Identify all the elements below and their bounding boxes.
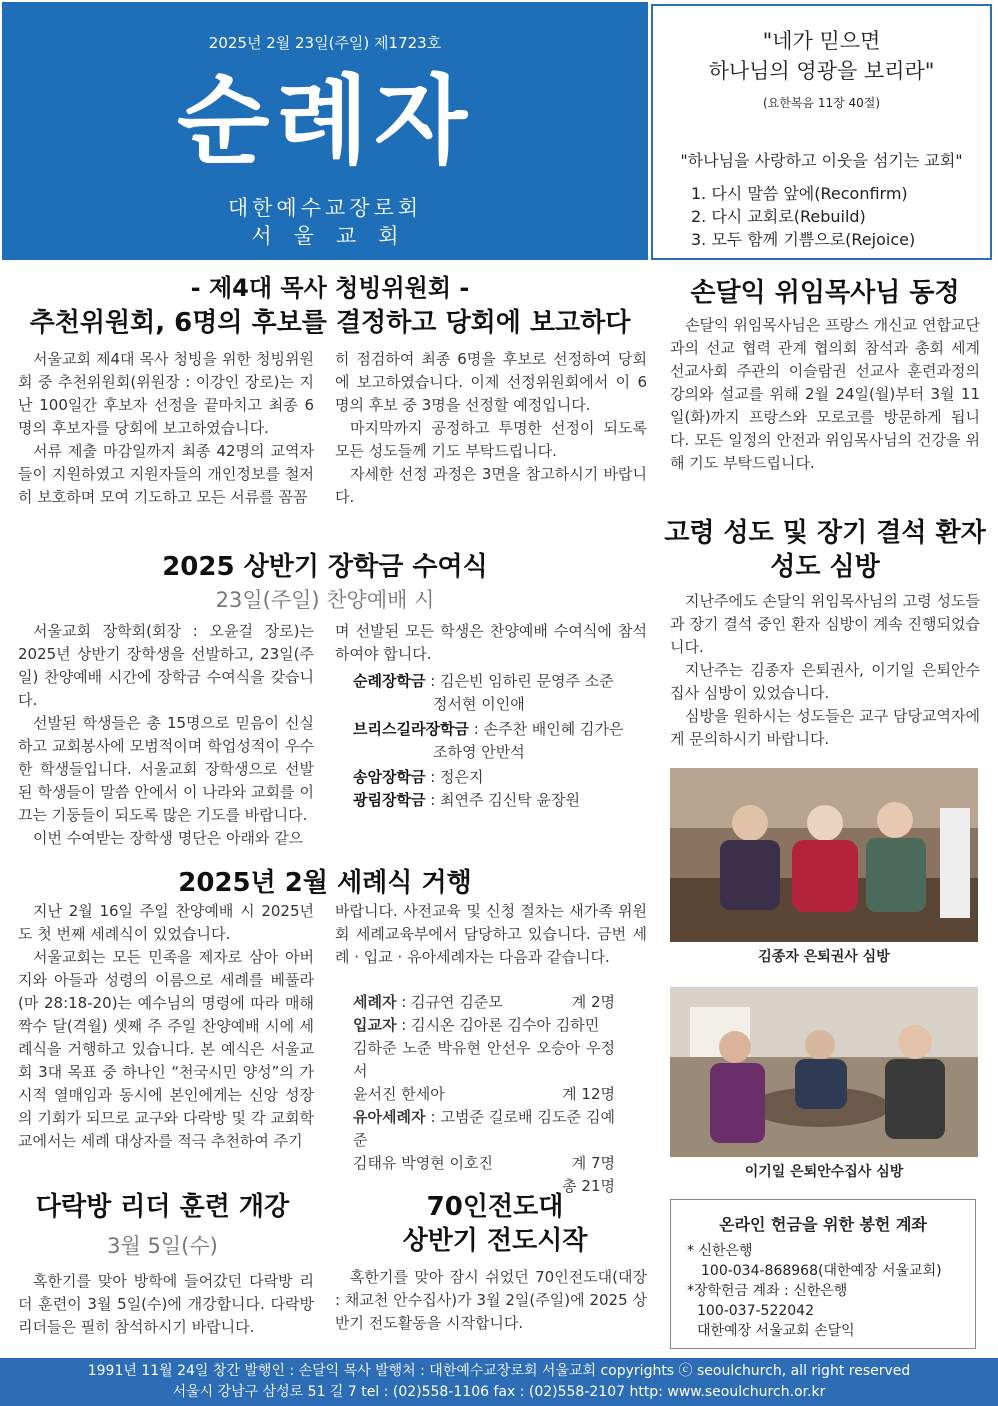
award-name: 광림장학금 xyxy=(353,791,426,809)
group-names: : 고범준 길로배 김도준 김예준 xyxy=(353,1108,615,1149)
issue-line: 2025년 2월 23일(주일) 제1723호 xyxy=(208,34,442,52)
award-item xyxy=(353,670,647,693)
group-count: 계 12명 xyxy=(562,1085,615,1103)
photo-1-caption: 김종자 은퇴권사 심방 xyxy=(758,949,890,965)
award-recipients: : 정은지 xyxy=(425,768,484,786)
group-label: 입교자 xyxy=(353,1016,397,1034)
baptism-group xyxy=(353,1014,615,1106)
paragraph: 이번 수여받는 장학생 명단은 아래와 같으 xyxy=(33,829,304,847)
footer-line: 1991년 11월 24일 창간 발행인 : 손달익 목사 발행처 : 대한예수교장로회 서울교회 copyrights ⓒ seoulchurch, all right reserved xyxy=(87,1363,911,1379)
group-names-cont: 김태유 박영현 이호진 xyxy=(353,1154,493,1172)
award-recipients-cont: 조하영 안반석 xyxy=(433,743,525,761)
paragraph: 서울교회 제4대 목사 청빙을 위한 청빙위원회 중 추천위원회(위원장 : 이강인 장로)는 지난 100일간 후보자 선정을 끝마치고 최종 6명의 후보자를 당회에 보고하였습니다. xyxy=(18,350,314,437)
photo-illustration xyxy=(670,768,978,942)
paragraph: 서울교회 장학회(회장 : 오윤걸 장로)는 2025년 상반기 장학생을 선발하고, 23일(주일) 찬양예배 시간에 장학금 수여식을 갖습니다. xyxy=(18,622,314,709)
visitation-headline-1: 고령 성도 및 장기 결석 환자 xyxy=(664,518,986,548)
baptism-group xyxy=(353,1106,615,1175)
group-count: 계 2명 xyxy=(571,993,615,1011)
article1-headline: 추천위원회, 6명의 후보를 결정하고 당회에 보고하다 xyxy=(29,308,631,338)
offering-title: 온라인 헌금을 위한 봉헌 계좌 xyxy=(719,1215,927,1234)
scholarship-column-2 xyxy=(335,620,647,812)
paragraph: 혹한기를 맞아 방학에 들어갔던 다락방 리더 훈련이 3월 5일(수)에 개강합니다. 다락방 리더들은 필히 참석하시기 바랍니다. xyxy=(18,1272,314,1336)
paragraph: 바랍니다. 사전교육 및 신청 절차는 새가족 위원회 세례교육부에서 담당하고 있습니다. 금번 세례 · 입교 · 유아세례자는 다음과 같습니다. xyxy=(335,902,647,966)
goal-item: 2. 다시 교회로(Rebuild) xyxy=(691,207,866,226)
leader-headline: 다락방 리더 훈련 개강 xyxy=(35,1192,290,1222)
award-name: 순례장학금 xyxy=(353,672,426,690)
offering-line: 100-037-522042 xyxy=(697,1303,814,1319)
evangelism-headline-1: 70인전도대 xyxy=(426,1192,564,1222)
leader-subtitle: 3월 5일(수) xyxy=(107,1234,218,1258)
scholarship-headline: 2025 상반기 장학금 수여식 xyxy=(162,552,488,582)
visitation-headline-2: 성도 심방 xyxy=(770,552,880,582)
visitation-photo-1 xyxy=(670,768,978,942)
paragraph: 서류 제출 마감일까지 최종 42명의 교역자들이 지원하였고 지원자들의 개인정보를 철저히 보호하며 모여 기도하고 모든 서류를 꼼꼼 xyxy=(18,442,314,506)
visitation-body xyxy=(670,590,980,751)
church-denomination: 대한예수교장로회 xyxy=(227,196,423,220)
baptism-headline: 2025년 2월 세례식 거행 xyxy=(178,868,472,898)
baptism-total: 총 21명 xyxy=(562,1177,615,1195)
baptism-column-2 xyxy=(335,900,647,1198)
group-names-cont: 윤서진 한세아 xyxy=(353,1085,445,1103)
article1-column-1 xyxy=(18,348,314,509)
masthead xyxy=(2,2,648,260)
paragraph: 마지막까지 공정하고 투명한 선정이 되도록 모든 성도들께 기도 부탁드립니다. xyxy=(335,419,647,460)
award-item xyxy=(353,766,647,789)
verse-reference: (요한복음 11장 40절) xyxy=(762,96,881,110)
church-name: 서울교회 xyxy=(251,224,421,248)
article1-kicker: - 제4대 목사 청빙위원회 - xyxy=(190,274,470,302)
offering-box xyxy=(670,1199,976,1349)
photo-illustration xyxy=(670,987,978,1157)
offering-line: * 신한은행 xyxy=(687,1243,753,1259)
award-list xyxy=(335,670,647,812)
offering-line: 대한예장 서울교회 손달익 xyxy=(697,1323,855,1339)
photo-2-caption: 이기일 은퇴안수집사 심방 xyxy=(744,1164,904,1180)
award-recipients: : 최연주 김신탁 윤장원 xyxy=(425,791,580,809)
group-label: 세례자 xyxy=(353,993,397,1011)
footer-line: 서울시 강남구 삼성로 51 길 7 tel : (02)558-1106 fax : (02)558-2107 http: www.seoulchurch.or.kr xyxy=(172,1384,826,1400)
group-count: 계 7명 xyxy=(571,1154,615,1172)
paragraph: 며 선발된 모든 학생은 찬양예배 수여식에 참석하여야 합니다. xyxy=(335,622,647,663)
footer xyxy=(0,1358,998,1406)
baptism-column-1 xyxy=(18,900,314,1153)
goals-list xyxy=(691,182,915,251)
paragraph: 혹한기를 맞아 잠시 쉬었던 70인전도대(대장 : 채교천 안수집사)가 3월 2일(주일)에 2025 상반기 전도활동을 시작합니다. xyxy=(335,1268,647,1332)
offering-accounts xyxy=(671,1241,975,1341)
theme-verse: "네가 믿으면 하나님의 영광을 보리라" xyxy=(708,29,935,83)
group-names-cont: 김하준 노준 박유현 안선우 오승아 우정서 xyxy=(353,1039,615,1080)
pastor-news-headline: 손달익 위임목사님 동정 xyxy=(690,278,960,308)
paragraph: 심방을 원하시는 성도들은 교구 담당교역자에게 문의하시기 바랍니다. xyxy=(670,707,980,748)
paragraph: 지난주는 김종자 은퇴권사, 이기일 은퇴안수집사 심방이 있었습니다. xyxy=(670,661,980,702)
paragraph: 선발된 학생들은 총 15명으로 믿음이 신실하고 교회봉사에 모범적이며 학업성적이 우수한 학생들입니다. 서울교회 장학생으로 선발된 학생들이 말씀 안에서 이 나라와 교회를 이끄는 기둥들이 되도록 많은 기도를 바랍니다. xyxy=(18,714,314,824)
award-name: 송암장학금 xyxy=(353,768,426,786)
offering-line: *장학헌금 계좌 : 신한은행 xyxy=(687,1283,848,1299)
paper-title: 순례자 xyxy=(176,65,474,177)
award-item xyxy=(353,718,647,741)
scholarship-subtitle: 23일(주일) 찬양예배 시 xyxy=(215,588,435,612)
goal-item: 1. 다시 말씀 앞에(Reconfirm) xyxy=(691,184,908,203)
paragraph: 히 점검하여 최종 6명을 후보로 선정하여 당회에 보고하였습니다. 이제 선정위원회에서 이 6명의 후보 중 3명을 선정할 예정입니다. xyxy=(335,350,647,414)
visitation-photo-2 xyxy=(670,987,978,1157)
evangelism-headline-2: 상반기 전도시작 xyxy=(402,1226,588,1256)
paragraph: 지난주에도 손달익 위임목사님의 고령 성도들과 장기 결석 중인 환자 심방이 계속 진행되었습니다. xyxy=(670,592,980,656)
evangelism-body xyxy=(335,1266,647,1335)
paragraph: 지난 2월 16일 주일 찬양예배 시 2025년도 첫 번째 세례식이 있었습니다. xyxy=(18,902,314,943)
award-recipients: : 김은빈 임하린 문영주 소준 xyxy=(425,672,614,690)
award-name: 브리스길라장학금 xyxy=(353,720,469,738)
group-label: 유아세례자 xyxy=(353,1108,426,1126)
pastor-news-body xyxy=(670,314,980,475)
award-recipients: : 손주찬 배인혜 김가은 xyxy=(468,720,624,738)
offering-line: 100-034-868968(대한예장 서울교회) xyxy=(701,1263,942,1279)
paragraph: 손달익 위임목사님은 프랑스 개신교 연합교단과의 선교 협력 관계 협의회 참석과 총회 세계 선교사회 주관의 이슬람권 선교사 훈련과정의 강의와 설교를 위해 2월 24일(월)부터 3월 11일(화)까지 프랑스와 모로코를 방문하게 됩니다. 모든 일정의 안전과 위임목사님의 건강을 위해 기도 부탁드립니다. xyxy=(670,316,980,472)
award-recipients-cont: 정서현 이인애 xyxy=(433,695,525,713)
baptism-list xyxy=(335,991,615,1198)
group-names: : 김시온 김아론 김수아 김하민 xyxy=(396,1016,600,1034)
church-vision: "하나님을 사랑하고 이웃을 섬기는 교회" xyxy=(680,151,963,170)
article1-column-2 xyxy=(335,348,647,509)
group-names: : 김규연 김준모 xyxy=(396,993,503,1011)
scholarship-column-1 xyxy=(18,620,314,850)
award-item xyxy=(353,789,647,812)
leader-body xyxy=(18,1270,314,1339)
motto-box xyxy=(651,4,992,260)
baptism-group xyxy=(353,991,615,1014)
goal-item: 3. 모두 함께 기쁨으로(Rejoice) xyxy=(691,230,916,249)
paragraph: 서울교회는 모든 민족을 제자로 삼아 아버지와 아들과 성령의 이름으로 세례를 베풀라(마 28:18-20)는 예수님의 명령에 따라 매해 짝수 달(격월) 셋째 주 주일 찬양예배 시에 세례식을 거행하고 있습니다. 본 예식은 서울교회 3대 목표 중 하나인 “천국시민 양성”의 가시적 열매임과 동시에 본인에게는 신앙 성장의 기회가 되므로 교구와 다락방 및 각 교회학교에서는 세례 대상자를 적극 추천하여 주기 xyxy=(18,948,314,1150)
paragraph: 자세한 선정 과정은 3면을 참고하시기 바랍니다. xyxy=(335,465,647,506)
